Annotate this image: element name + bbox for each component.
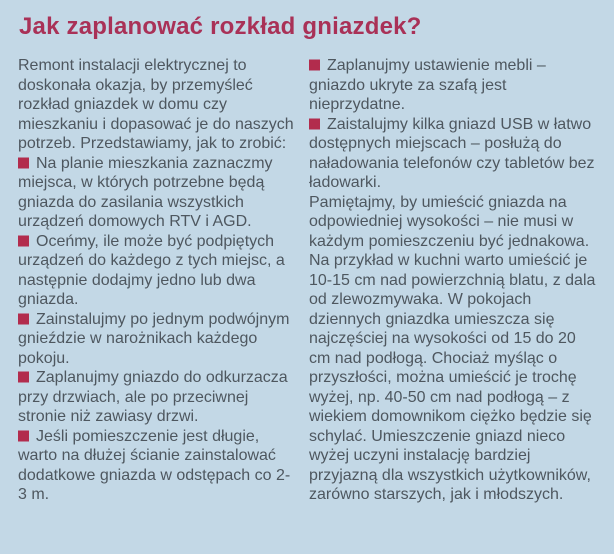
- bullet-text: Zaistalujmy kilka gniazd USB w łatwo dostępnych miejscach – posłużą do naładowania telefonów czy tabletów bez ładowarki.: [309, 115, 595, 191]
- bullet-square-icon: [18, 157, 29, 168]
- bullet-square-icon: [309, 60, 320, 71]
- bullet-item: [18, 310, 299, 369]
- bullet-item: [309, 115, 598, 193]
- bullet-square-icon: [18, 430, 29, 441]
- right-column: [309, 56, 598, 505]
- page-title: Jak zaplanować rozkład gniazdek?: [19, 13, 422, 40]
- bullet-text: Zaplanujmy gniazdo do odkurzacza przy drzwiach, ale po przeciwnej stronie niż zawiasy drzwi.: [18, 369, 288, 425]
- bullet-item: [18, 232, 299, 310]
- bullet-square-icon: [309, 118, 320, 129]
- bullet-text: Oceńmy, ile może być podpiętych urządzeń do każdego z tych miejsc, a następnie dodajmy jedno lub dwa gniazda.: [18, 232, 285, 308]
- bullet-item: [18, 154, 299, 232]
- intro-paragraph: Remont instalacji elektrycznej to doskonała okazja, by przemyśleć rozkład gniazdek w domu czy mieszkaniu i dopasować je do naszych potrzeb. Przedstawiamy, jak to zrobić:: [18, 57, 294, 152]
- bullet-item: [309, 56, 598, 115]
- bullet-text: Zaplanujmy ustawienie mebli – gniazdo ukryte za szafą jest nieprzydatne.: [309, 57, 546, 113]
- bullet-text: Zainstalujmy po jednym podwójnym gnieździe w narożnikach każdego pokoju.: [18, 310, 290, 367]
- bullet-square-icon: [18, 235, 29, 246]
- bullet-text: Na planie mieszkania zaznaczmy miejsca, w których potrzebne będą gniazda do zasilania wszystkich urządzeń domowych RTV i AGD.: [18, 154, 273, 230]
- closing-paragraph: Pamiętajmy, by umieścić gniazda na odpowiedniej wysokości – nie musi w każdym pomieszczeniu być jednakowa. Na przykład w kuchni warto umieścić je 10-15 cm nad powierzchnią blatu, z dala od zlewozmywaka. W pokojach dziennych gniazdka umieszcza się najczęściej na wysokości od 15 do 20 cm nad podłogą. Chociaż myśląc o przyszłości, można umieścić je trochę wyżej, np. 40-50 cm nad podłogą – z wiekiem domownikom ciężko będzie się schylać. Umieszczenie gniazd nieco wyżej uczyni instalację bardziej przyjazną dla wszystkich użytkowników, zarówno starszych, jak i młodszych.: [309, 193, 596, 503]
- bullet-square-icon: [18, 372, 29, 383]
- bullet-square-icon: [18, 313, 29, 324]
- article-columns: [18, 56, 598, 505]
- bullet-text: Jeśli pomieszczenie jest długie, warto na dłużej ścianie zainstalować dodatkowe gniazda w odstępach co 2-3 m.: [18, 427, 291, 503]
- bullet-item: [18, 427, 299, 505]
- left-column: [18, 56, 299, 505]
- bullet-item: [18, 368, 299, 427]
